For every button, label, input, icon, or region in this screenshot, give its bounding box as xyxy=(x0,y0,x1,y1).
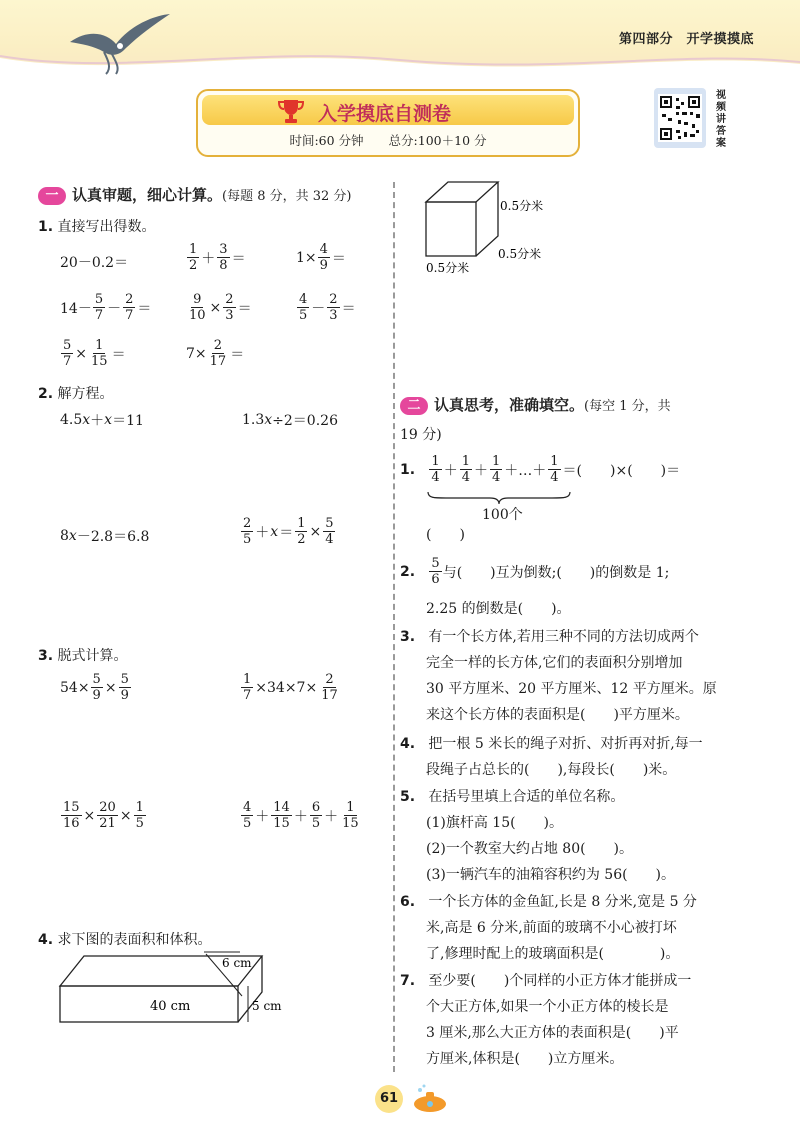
equation: $\frac{2}{5}$ ＋ x ＝ $\frac{1}{2}$ × $\frac{5}{4}$ xyxy=(243,516,334,547)
question-number: 2. xyxy=(38,386,54,402)
exam-meta: 时间:60 分钟 总分:100＋10 分 xyxy=(289,133,487,148)
fraction: $\frac{1}{4}$ xyxy=(461,454,470,485)
submarine-icon xyxy=(402,1082,452,1114)
cube-diagram xyxy=(416,176,566,280)
calc-item: $\frac{5}{7}$ × $\frac{1}{15}$ ＝ xyxy=(63,338,126,369)
part2-q1: 1. $\frac{1}{4}$ ＋ $\frac{1}{4}$ ＋ $\frac{1}{4}$ ＋…＋ $\frac{1}{4}$ ＝( )×( )＝ xyxy=(400,454,681,485)
question-number: 1. xyxy=(400,461,416,478)
fraction: $\frac{2}{17}$ xyxy=(209,338,227,369)
fraction: $\frac{1}{2}$ xyxy=(189,242,198,273)
question-number: 4. xyxy=(38,932,54,948)
calc-item: $\frac{1}{7}$ ×34×7× $\frac{2}{17}$ xyxy=(243,672,338,703)
part1-q3 xyxy=(38,645,128,665)
part1-q1 xyxy=(38,216,156,236)
question-number: 6. xyxy=(400,894,416,910)
part2-score: (每空 1 分，共 xyxy=(584,399,671,414)
part2-q5: 5. 在括号里填上合适的单位名称。 (1)旗杆高 15( )。 (2)一个教室大约占地 80( )。 (3)一辆汽车的油箱容积约为 56( )。 xyxy=(400,789,676,883)
calc-item: $\frac{4}{5}$ ＋ $\frac{14}{15}$ ＋ $\frac{6}{5}$ ＋ $\frac{1}{15}$ xyxy=(243,800,359,831)
fraction: $\frac{1}{15}$ xyxy=(342,800,359,831)
fraction: $\frac{1}{2}$ xyxy=(297,516,306,547)
question-number: 3. xyxy=(38,648,54,664)
fraction: $\frac{2}{7}$ xyxy=(125,292,134,323)
fraction: $\frac{2}{5}$ xyxy=(243,516,252,547)
fraction: $\frac{3}{8}$ xyxy=(219,242,228,273)
part2-q4: 4. 把一根 5 米长的绳子对折、对折再对折,每一 段绳子占总长的( ),每段长( )米。 xyxy=(400,736,703,778)
fraction: $\frac{1}{7}$ xyxy=(243,672,252,703)
fraction: $\frac{1}{4}$ xyxy=(491,454,501,485)
part2-heading xyxy=(400,394,671,415)
cuboid-diagram xyxy=(56,950,296,1030)
fraction: $\frac{1}{4}$ xyxy=(431,454,440,485)
expr-text: 20－0.2＝ xyxy=(60,255,129,271)
width-label: 6 cm xyxy=(222,956,252,970)
column-divider xyxy=(393,182,395,1072)
part1-q2 xyxy=(38,383,114,403)
calc-item: $\frac{1}{2}$ ＋ $\frac{3}{8}$ ＝ xyxy=(189,242,246,273)
part2-q3: 3. 有一个长方体,若用三种不同的方法切成两个 完全一样的长方体,它们的表面积分别增加 30 平方厘米、20 平方厘米、12 平方厘米。原 来这个长方体的表面积是( )平方厘米。 xyxy=(400,629,717,723)
qr-label: 视频讲答案 xyxy=(716,90,726,149)
part1-title: 认真审题，细心计算。 xyxy=(72,186,223,204)
fraction: $\frac{5}{6}$ xyxy=(431,556,440,587)
question-prompt: 解方程。 xyxy=(57,386,114,402)
fraction: $\frac{4}{9}$ xyxy=(319,242,328,273)
seagull-icon xyxy=(60,8,180,78)
fraction: $\frac{20}{21}$ xyxy=(99,800,116,831)
part1-q4 xyxy=(38,929,212,949)
fraction: $\frac{2}{3}$ xyxy=(329,292,338,323)
fraction: $\frac{4}{5}$ xyxy=(299,292,308,323)
part1-score: (每题 8 分，共 32 分) xyxy=(222,189,352,204)
calc-item: $\frac{9}{10}$ × $\frac{2}{3}$ ＝ xyxy=(189,292,252,323)
calc-item: $\frac{4}{5}$ － $\frac{2}{3}$ ＝ xyxy=(299,292,356,323)
fraction: $\frac{2}{17}$ xyxy=(321,672,338,703)
part2-q2: 2. $\frac{5}{6}$ 与( )互为倒数;( )的倒数是 1; xyxy=(400,556,670,587)
fraction: $\frac{5}{7}$ xyxy=(94,292,104,323)
fraction: $\frac{1}{4}$ xyxy=(550,454,559,485)
question-line: 2.25 的倒数是( )。 xyxy=(426,601,571,617)
fraction: $\frac{5}{9}$ xyxy=(120,672,129,703)
question-number: 3. xyxy=(400,629,416,645)
calc-item xyxy=(60,252,128,272)
equation: 1.3 x ÷2＝0.26 xyxy=(242,412,338,429)
fraction: $\frac{5}{7}$ xyxy=(63,338,72,369)
cube-height-label: 0.5分米 xyxy=(500,199,544,213)
fraction: $\frac{6}{5}$ xyxy=(311,800,321,831)
question-prompt: 直接写出得数。 xyxy=(57,219,156,235)
length-label: 40 cm xyxy=(150,999,191,1014)
fraction: $\frac{5}{4}$ xyxy=(325,516,334,547)
calc-item: 54× $\frac{5}{9}$ × $\frac{5}{9}$ xyxy=(60,672,129,703)
fraction: $\frac{15}{16}$ xyxy=(63,800,80,831)
fraction: $\frac{2}{3}$ xyxy=(225,292,234,323)
question-number: 7. xyxy=(400,973,416,989)
equation: 8 x －2.8＝6.8 xyxy=(60,528,150,545)
calc-item: $\frac{15}{16}$ × $\frac{20}{21}$ × $\frac{1}{5}$ xyxy=(63,800,144,831)
part2-title: 认真思考，准确填空。 xyxy=(434,396,585,414)
question-number: 1. xyxy=(38,219,54,235)
question-prompt: 求下图的表面积和体积。 xyxy=(57,932,212,948)
section-label: 第四部分 开学摸摸底 xyxy=(618,32,754,47)
exam-title: 入学摸底自测卷 xyxy=(318,103,452,125)
question-prompt: 脱式计算。 xyxy=(57,648,128,664)
calc-item: 14－ $\frac{5}{7}$ － $\frac{2}{7}$ ＝ xyxy=(60,292,152,323)
fraction: $\frac{1}{15}$ xyxy=(91,338,108,369)
equation: 4.5 x ＋ x ＝11 xyxy=(60,412,144,429)
page-number: 61 xyxy=(375,1085,403,1113)
fraction: $\frac{5}{9}$ xyxy=(92,672,101,703)
part1-badge: 一 xyxy=(38,187,66,205)
cube-depth-label: 0.5分米 xyxy=(498,247,542,261)
calc-item: 7× $\frac{2}{17}$ ＝ xyxy=(186,338,245,369)
exam-title-box xyxy=(196,89,580,157)
trophy-icon xyxy=(276,97,306,125)
height-label: 5 cm xyxy=(252,999,282,1013)
part2-score-cont: 19 分) xyxy=(400,427,442,443)
fraction: $\frac{14}{15}$ xyxy=(273,800,290,831)
cube-width-label: 0.5分米 xyxy=(426,261,470,275)
question-number: 4. xyxy=(400,736,416,752)
fraction: $\frac{1}{5}$ xyxy=(135,800,144,831)
calc-item: 1× $\frac{4}{9}$ ＝ xyxy=(296,242,346,273)
question-number: 5. xyxy=(400,789,416,805)
title-bar xyxy=(202,95,574,125)
part1-heading xyxy=(38,184,352,205)
fraction: $\frac{4}{5}$ xyxy=(243,800,252,831)
part2-q6: 6. 一个长方体的金鱼缸,长是 8 分米,宽是 5 分 米,高是 6 分米,前面的玻璃不小心被打坏 了,修理时配上的玻璃面积是( )。 xyxy=(400,894,697,962)
answer-blank[interactable]: ( ) xyxy=(426,527,465,543)
brace-label: 100个 xyxy=(482,507,523,523)
part2-badge: 二 xyxy=(400,397,428,415)
qr-code-icon[interactable] xyxy=(654,88,706,148)
part2-q7: 7. 至少要( )个同样的小正方体才能拼成一 个大正方体,如果一个小正方体的棱长是 3 厘米,那么大正方体的表面积是( )平 方厘米,体积是( )立方厘米。 xyxy=(400,973,692,1067)
question-number: 2. xyxy=(400,563,416,580)
fraction: $\frac{9}{10}$ xyxy=(189,292,206,323)
